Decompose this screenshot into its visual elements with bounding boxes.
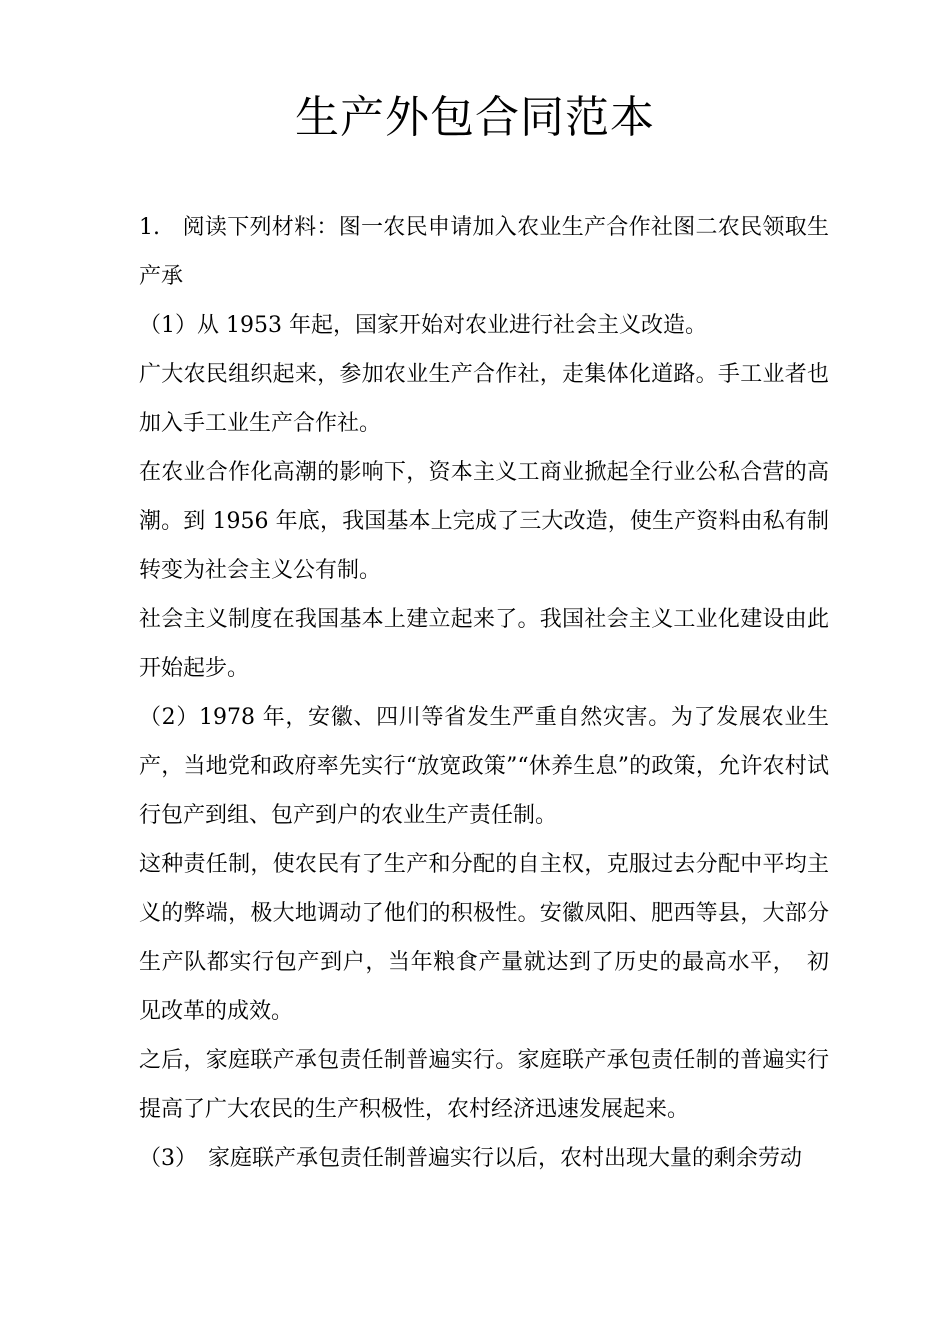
paragraph-cooperatives: 广大农民组织起来，参加农业生产合作社，走集体化道路。手工业者也加入手工业生产合作社。: [139, 362, 829, 436]
paragraph-socialist-system: 社会主义制度在我国基本上建立起来了。我国社会主义工业化建设由此开始起步。: [139, 607, 829, 681]
paragraph-material-1-heading: （1）从 1953 年起，国家开始对农业进行社会主义改造。: [139, 313, 707, 338]
paragraph-responsibility-system: 这种责任制，使农民有了生产和分配的自主权，克服过去分配中平均主义的弊端，极大地调动了他们的积极性。安徽凤阳、肥西等县，大部分生产队都实行包产到户，当年粮食产量就达到了历史的最高水平， 初见改革的成效。: [139, 852, 829, 1024]
paragraph-household-contract: 之后，家庭联产承包责任制普遍实行。家庭联产承包责任制的普遍实行提高了广大农民的生产积极性，农村经济迅速发展起来。: [139, 1048, 829, 1122]
document-body: [139, 203, 829, 1183]
paragraph-material-2-heading: （2）1978 年，安徽、四川等省发生严重自然灾害。为了发展农业生产，当地党和政府率先实行“放宽政策”“休养生息”的政策，允许农村试行包产到组、包产到户的农业生产责任制。: [139, 705, 829, 828]
paragraph-material-3-heading: （3） 家庭联产承包责任制普遍实行以后，农村出现大量的剩余劳动: [139, 1146, 802, 1171]
paragraph-question-intro: 1. 阅读下列材料：图一农民申请加入农业生产合作社图二农民领取生产承: [139, 215, 829, 289]
paragraph-public-private: 在农业合作化高潮的影响下，资本主义工商业掀起全行业公私合营的高潮。到 1956 年底，我国基本上完成了三大改造，使生产资料由私有制转变为社会主义公有制。: [139, 460, 829, 583]
document-title: 生产外包合同范本: [295, 92, 655, 143]
